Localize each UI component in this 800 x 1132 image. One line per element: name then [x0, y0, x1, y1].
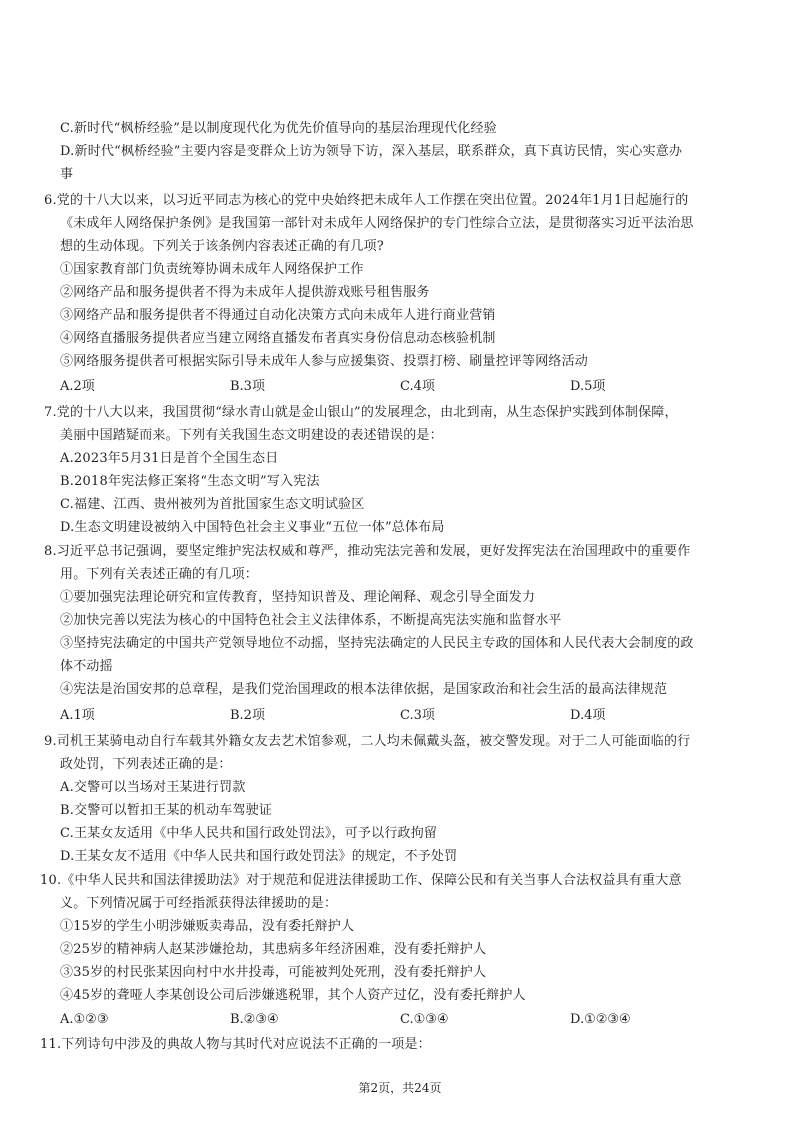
- q6-stem: 6.党的十八大以来，以习近平同志为核心的党中央始终把未成年人工作摆在突出位置。2024年1月1日起施行的: [44, 193, 689, 208]
- q5-option-d: D.新时代“枫桥经验”主要内容是变群众上访为领导下访，深入基层，联系群众，真下真访民情，实心实意办: [60, 144, 683, 159]
- q6-item-1: ①国家教育部门负责统筹协调未成年人网络保护工作: [60, 262, 364, 277]
- q11-stem: 11.下列诗句中涉及的典故人物与其时代对应说法不正确的一项是：: [40, 1037, 431, 1052]
- q10-stem-cont: 义。下列情况属于可经指派获得法律援助的是：: [60, 896, 338, 911]
- q10-option-b: B.②③④: [230, 1012, 279, 1027]
- q10-item-1: ①15岁的学生小明涉嫌贩卖毒品，没有委托辩护人: [60, 919, 355, 934]
- q8-stem: 8.习近平总书记强调，要坚定维护宪法权威和尊严，推动宪法完善和发展，更好发挥宪法在治国理政中的重要作: [44, 544, 691, 559]
- q8-item-2: ②加快完善以宪法为核心的中国特色社会主义法律体系，不断提高宪法实施和监督水平: [60, 613, 562, 628]
- q8-item-3: ③坚持宪法确定的中国共产党领导地位不动摇，坚持宪法确定的人民民主专政的国体和人民代表大会制度的政: [60, 636, 694, 651]
- q9-stem-cont: 政处罚，下列表述正确的是：: [60, 757, 232, 772]
- q6-option-b: B.3项: [230, 379, 265, 394]
- q10-item-4: ④45岁的聋哑人李某创设公司后涉嫌逃税罪，其个人资产过亿，没有委托辩护人: [60, 988, 526, 1003]
- q9-option-b: B.交警可以暂扣王某的机动车驾驶证: [60, 803, 273, 818]
- q6-item-3: ③网络产品和服务提供者不得通过自动化决策方式向未成年人进行商业营销: [60, 308, 496, 323]
- q9-option-c: C.王某女友适用《中华人民共和国行政处罚法》，可予以行政拘留: [60, 826, 438, 841]
- q8-item-1: ①要加强宪法理论研究和宣传教育，坚持知识普及、理论阐释、观念引导全面发力: [60, 590, 536, 605]
- q6-option-d: D.5项: [570, 379, 606, 394]
- q10-item-2: ②25岁的精神病人赵某涉嫌抢劫，其患病多年经济困难，没有委托辩护人: [60, 942, 487, 957]
- q6-options: [0, 378, 800, 396]
- q7-option-c: C.福建、江西、贵州被列为首批国家生态文明试验区: [60, 497, 365, 512]
- q9-option-a: A.交警可以当场对王某进行罚款: [60, 780, 246, 795]
- q6-item-4: ④网络直播服务提供者应当建立网络直播发布者真实身份信息动态核验机制: [60, 331, 496, 346]
- q8-options: [0, 707, 800, 725]
- q7-option-a: A.2023年5月31日是首个全国生态日: [60, 451, 279, 466]
- q6-item-5: ⑤网络服务提供者可根据实际引导未成年人参与应援集资、投票打榜、刷量控评等网络活动: [60, 354, 589, 369]
- q8-item-4: ④宪法是治国安邦的总章程，是我们党治国理政的根本法律依据，是国家政治和社会生活的最高法律规范: [60, 682, 668, 697]
- q8-item-3-cont: 体不动摇: [60, 659, 113, 674]
- q8-option-c: C.3项: [400, 708, 435, 723]
- q10-option-a: A.①②③: [60, 1012, 109, 1027]
- q8-stem-cont: 用。下列有关表述正确的有几项：: [60, 567, 259, 582]
- q6-stem-cont: 想的生动体现。下列关于该条例内容表述正确的有几项?: [60, 239, 384, 254]
- q5-option-c: C.新时代“枫桥经验”是以制度现代化为优先价值导向的基层治理现代化经验: [60, 121, 497, 136]
- q6-stem-cont: 《未成年人网络保护条例》是我国第一部针对未成年人网络保护的专门性综合立法，是贯彻落实习近平法治思: [60, 216, 694, 231]
- q10-item-3: ③35岁的村民张某因向村中水井投毒，可能被判处死刑，没有委托辩护人: [60, 965, 487, 980]
- q8-option-a: A.1项: [60, 708, 95, 723]
- q10-option-c: C.①③④: [400, 1012, 449, 1027]
- q9-option-d: D.王某女友不适用《中华人民共和国行政处罚法》的规定，不予处罚: [60, 849, 458, 864]
- q7-stem: 7.党的十八大以来，我国贯彻“绿水青山就是金山银山”的发展理念，由北到南，从生态保护实践到体制保障，: [44, 405, 678, 420]
- q5-option-d-cont: 事: [60, 167, 74, 182]
- q7-option-b: B.2018年宪法修正案将“生态文明”写入宪法: [60, 474, 320, 489]
- q7-stem-cont: 美丽中国踏疑而来。下列有关我国生态文明建设的表述错误的是：: [60, 428, 443, 443]
- q6-option-a: A.2项: [60, 379, 95, 394]
- q8-option-b: B.2项: [230, 708, 265, 723]
- q7-option-d: D.生态文明建设被纳入中国特色社会主义事业“五位一体”总体布局: [60, 520, 445, 535]
- q9-stem: 9.司机王某骑电动自行车载其外籍女友去艺术馆参观，二人均未佩戴头盔，被交警发现。对于二人可能面临的行: [44, 734, 691, 749]
- q10-stem: 10.《中华人民共和国法律援助法》对于规范和促进法律援助工作、保障公民和有关当事人合法权益具有重大意: [40, 873, 682, 888]
- q10-option-d: D.①②③④: [570, 1012, 631, 1027]
- q8-option-d: D.4项: [570, 708, 606, 723]
- q6-item-2: ②网络产品和服务提供者不得为未成年人提供游戏账号租售服务: [60, 285, 430, 300]
- page-number: 第2页，共24页: [358, 1081, 442, 1095]
- q10-options: [0, 1011, 800, 1029]
- q6-option-c: C.4项: [400, 379, 435, 394]
